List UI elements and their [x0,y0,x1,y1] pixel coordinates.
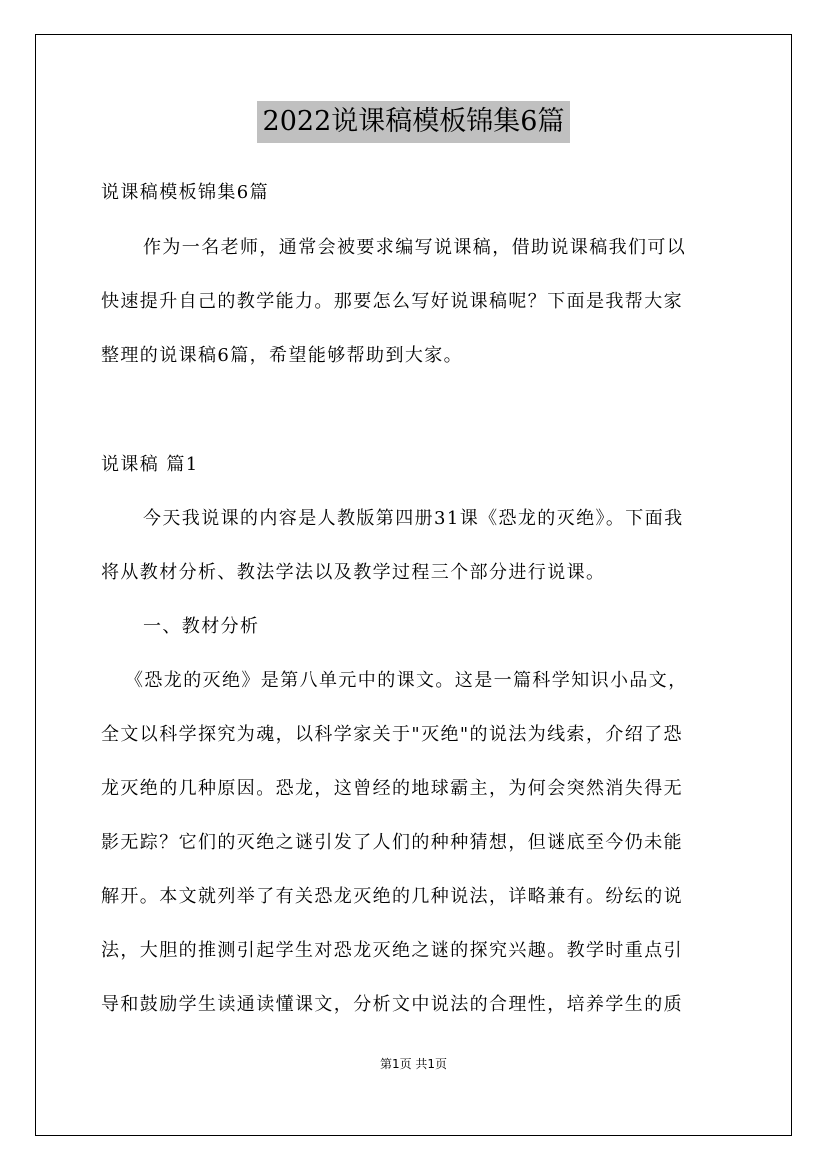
title-container [0,101,827,143]
section-heading: 说课稿 篇1 [101,454,199,475]
paragraph-line: 快速提升自己的教学能力。那要怎么写好说课稿呢？下面是我帮大家 [101,291,683,312]
paragraph-line: 导和鼓励学生读通读懂课文，分析文中说法的合理性，培养学生的质 [101,994,683,1015]
paragraph-line: 影无踪？它们的灭绝之谜引发了人们的种种猜想，但谜底至今仍未能 [101,832,683,853]
paragraph-line: 法，大胆的推测引起学生对恐龙灭绝之谜的探究兴趣。教学时重点引 [101,940,683,961]
paragraph-line: 龙灭绝的几种原因。恐龙，这曾经的地球霸主，为何会突然消失得无 [101,778,683,799]
subsection-heading: 一、教材分析 [143,616,260,637]
page-footer: 第1页 共1页 [379,1057,448,1071]
subtitle-line: 说课稿模板锦集6篇 [101,182,270,203]
paragraph-line: 整理的说课稿6篇，希望能够帮助到大家。 [101,345,464,366]
paragraph-line: 全文以科学探究为魂，以科学家关于"灭绝"的说法为线索，介绍了恐 [101,724,683,745]
paragraph-line: 《恐龙的灭绝》是第八单元中的课文。这是一篇科学知识小品文， [125,670,688,691]
paragraph-line: 今天我说课的内容是人教版第四册31课《恐龙的灭绝》。下面我 [143,508,684,529]
paragraph-line: 作为一名老师，通常会被要求编写说课稿，借助说课稿我们可以 [143,237,687,258]
paragraph-line: 解开。本文就列举了有关恐龙灭绝的几种说法，详略兼有。纷纭的说 [101,886,683,907]
document-title: 2022说课稿模板锦集6篇 [257,101,571,143]
paragraph-line: 将从教材分析、教法学法以及教学过程三个部分进行说课。 [101,562,606,583]
